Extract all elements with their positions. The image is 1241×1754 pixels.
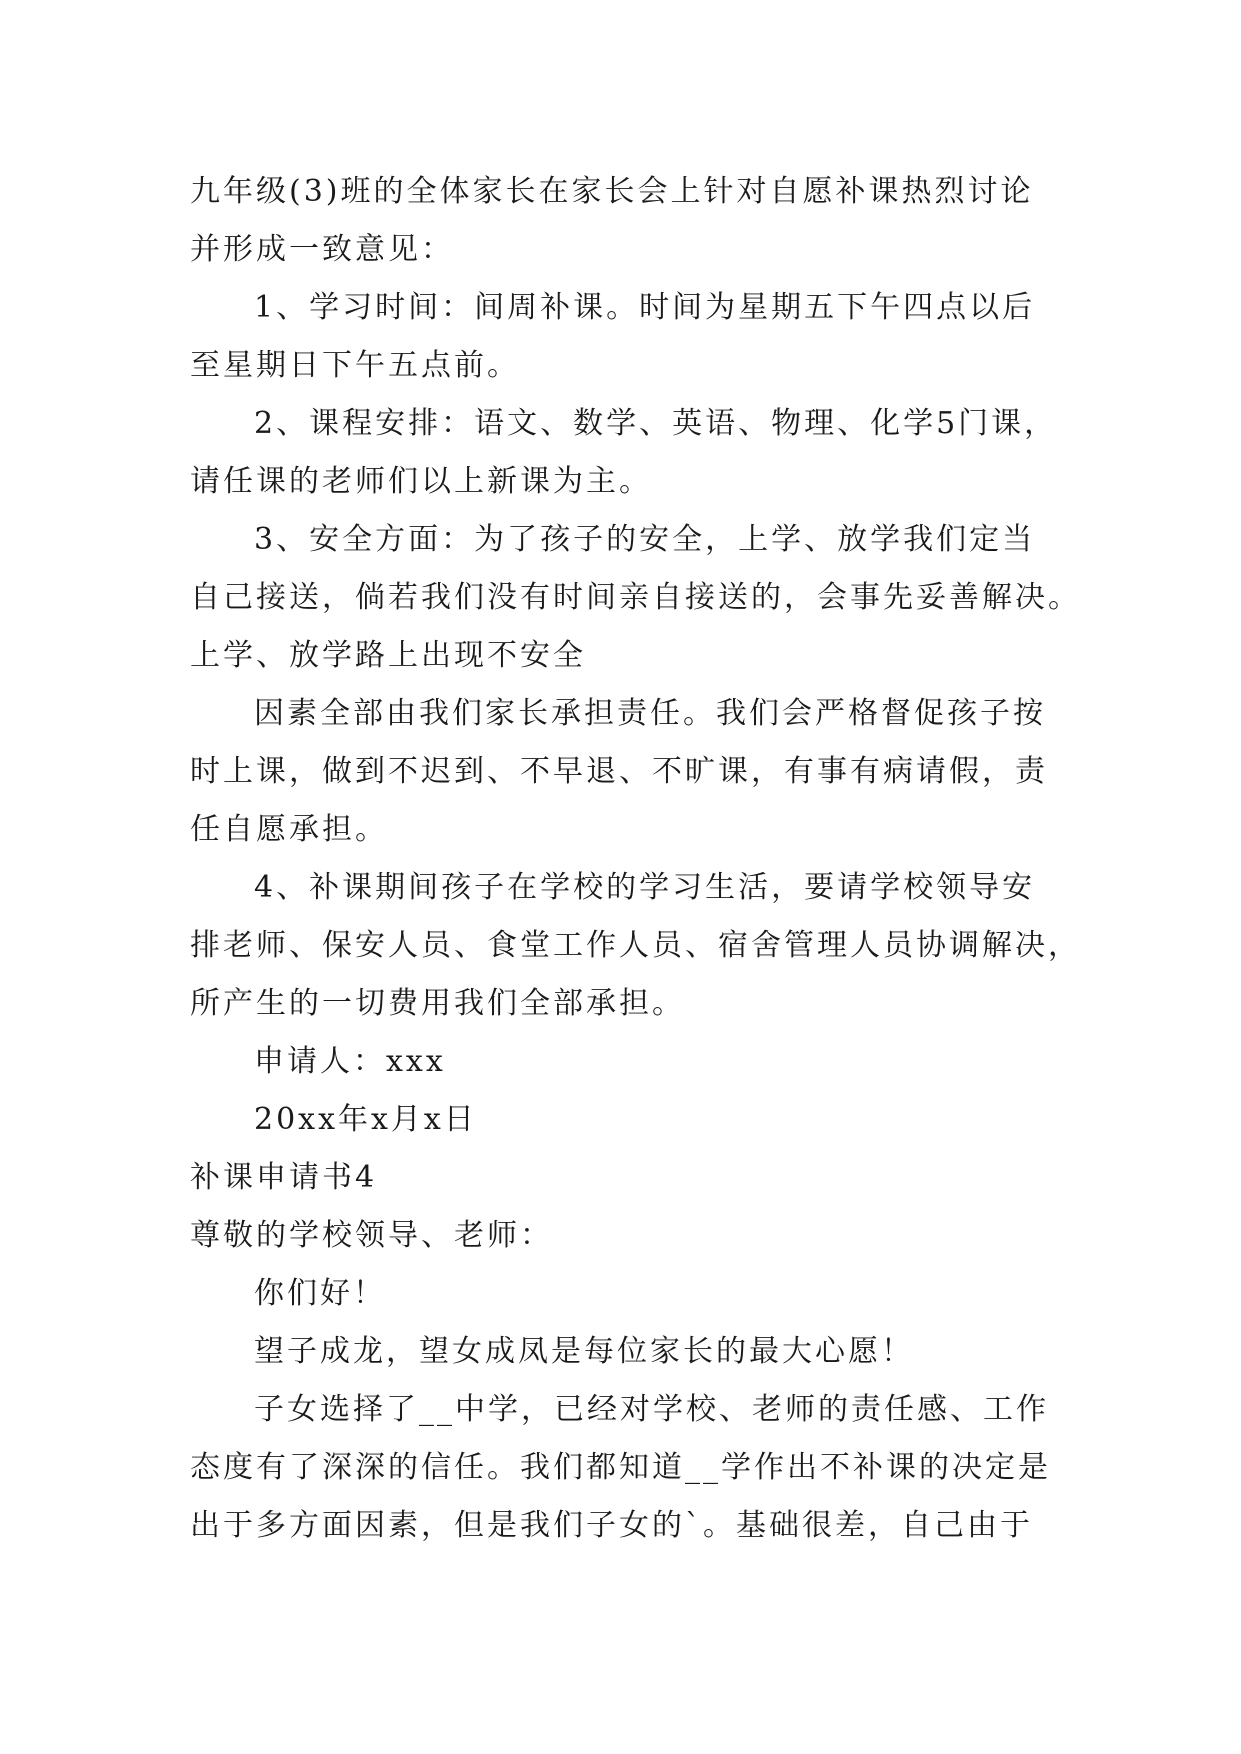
applicant-line: 申请人：xxx: [254, 1044, 446, 1079]
greeting: 你们好！: [254, 1276, 386, 1311]
text-line: 排老师、保安人员、食堂工作人员、宿舍管理人员协调解决，: [190, 928, 1081, 963]
date-line: 20xx年x月x日: [254, 1102, 477, 1137]
text-line: 九年级(3)班的全体家长在家长会上针对自愿补课热烈讨论: [190, 174, 1034, 209]
text-line: 上学、放学路上出现不安全: [190, 638, 586, 673]
text-line: 时上课，做到不迟到、不早退、不旷课，有事有病请假，责: [190, 754, 1048, 789]
text-line: 至星期日下午五点前。: [190, 348, 520, 383]
text-line: 任自愿承担。: [190, 812, 388, 847]
text-line: 4、补课期间孩子在学校的学习生活，要请学校领导安: [254, 870, 1036, 905]
text-line: 态度有了深深的信任。我们都知道__学作出不补课的决定是: [190, 1450, 1051, 1485]
text-line: 1、学习时间：间周补课。时间为星期五下午四点以后: [254, 290, 1036, 325]
text-line: 所产生的一切费用我们全部承担。: [190, 986, 685, 1021]
text-line: 3、安全方面：为了孩子的安全，上学、放学我们定当: [254, 522, 1036, 557]
text-line: 因素全部由我们家长承担责任。我们会严格督促孩子按: [254, 696, 1046, 731]
text-line: 并形成一致意见：: [190, 232, 454, 267]
text-line: 望子成龙，望女成凤是每位家长的最大心愿！: [254, 1334, 914, 1369]
text-line: 自己接送，倘若我们没有时间亲自接送的，会事先妥善解决。: [190, 580, 1081, 615]
section-heading: 补课申请书4: [190, 1160, 378, 1195]
text-line: 请任课的老师们以上新课为主。: [190, 464, 652, 499]
text-line: 子女选择了__中学，已经对学校、老师的责任感、工作: [254, 1392, 1049, 1427]
salutation: 尊敬的学校领导、老师：: [190, 1218, 553, 1253]
text-line: 出于多方面因素，但是我们子女的`。基础很差，自己由于: [190, 1508, 1033, 1543]
document-body: [190, 163, 1081, 1555]
text-line: 2、课程安排：语文、数学、英语、物理、化学5门课，: [254, 406, 1058, 441]
